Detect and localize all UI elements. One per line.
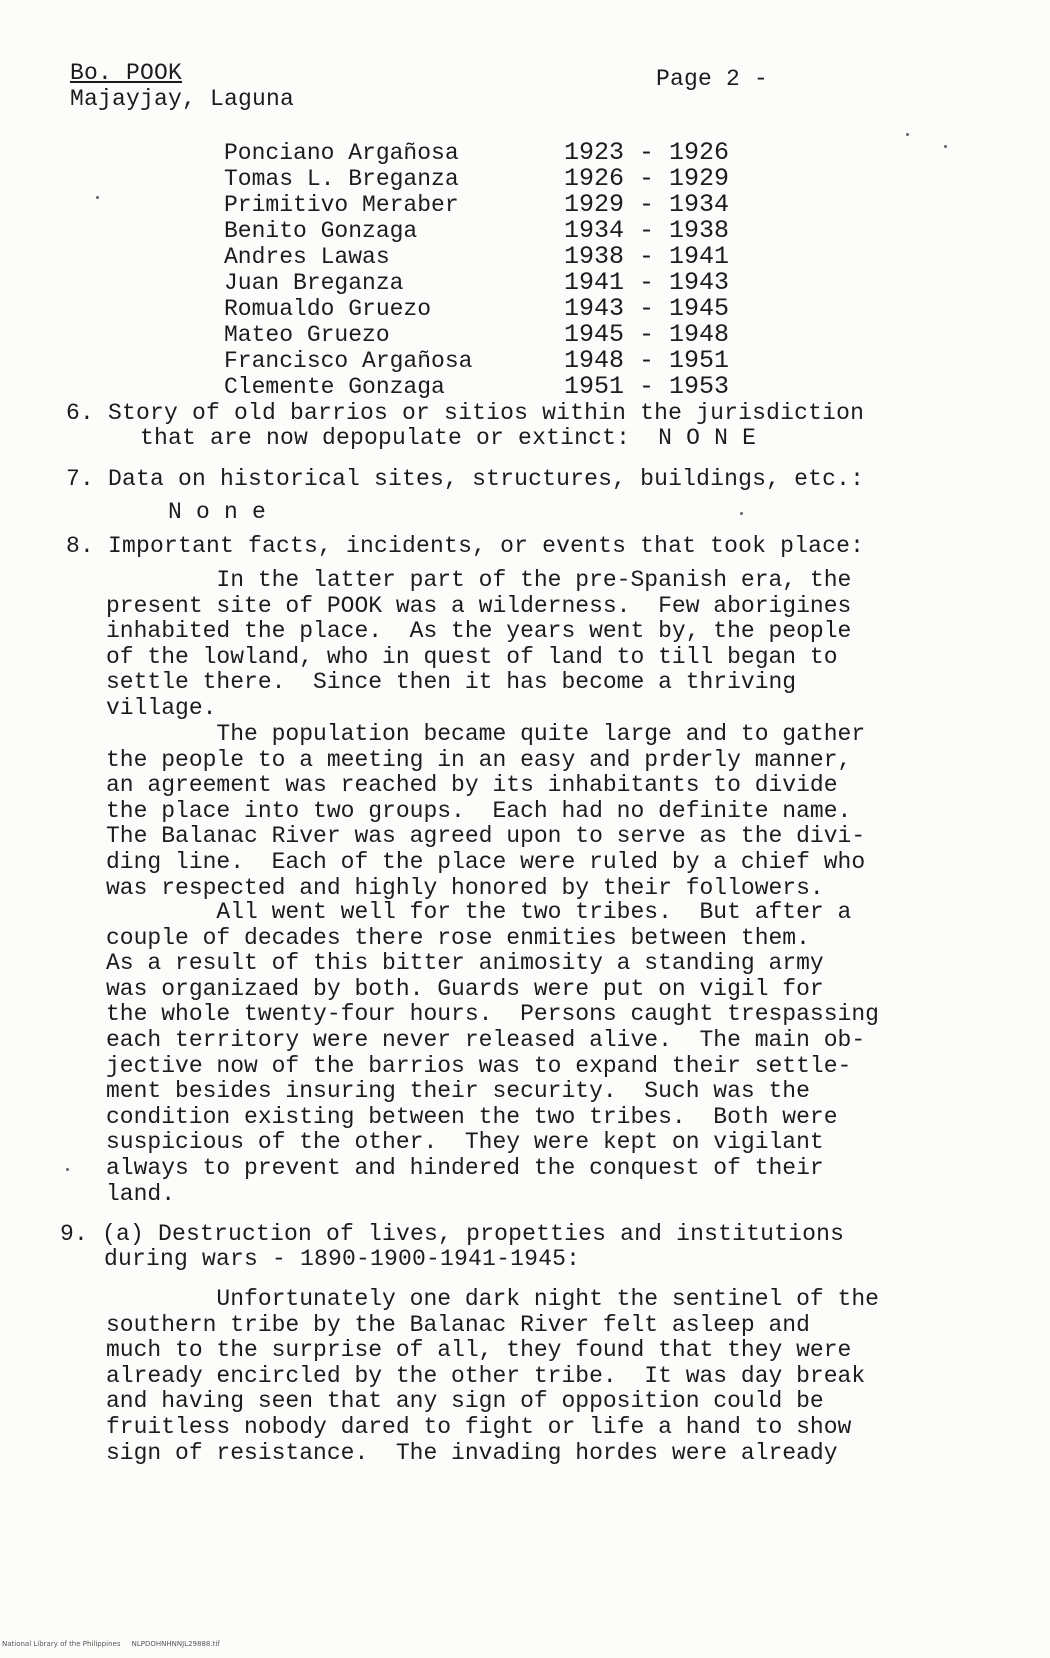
page-number: Page 2 -	[656, 66, 769, 92]
item-6-heading: 6. Story of old barrios or sitios within the jurisdiction	[66, 400, 865, 426]
official-name: Mateo Gruezo	[224, 322, 390, 348]
official-name: Clemente Gonzaga	[224, 374, 445, 400]
item-8-heading: 8. Important facts, incidents, or events that took place:	[66, 533, 865, 559]
official-years: 1929 - 1934	[564, 190, 730, 219]
scan-speck	[740, 512, 743, 515]
item-7-heading: 7. Data on historical sites, structures, buildings, etc.:	[66, 466, 865, 492]
official-name: Benito Gonzaga	[224, 218, 418, 244]
scan-footer: National Library of the Philippines NLPDOHNHNNJL29888.tif	[2, 1640, 220, 1648]
item-7-answer: N o n e	[168, 499, 267, 525]
official-years: 1948 - 1951	[564, 346, 730, 375]
scan-speck	[96, 196, 99, 199]
official-years: 1951 - 1953	[564, 372, 730, 401]
official-years: 1941 - 1943	[564, 268, 730, 297]
official-years: 1945 - 1948	[564, 320, 730, 349]
barrio-heading: Bo. POOK	[70, 60, 183, 86]
official-name: Andres Lawas	[224, 244, 390, 270]
scan-speck	[906, 133, 909, 136]
official-years: 1923 - 1926	[564, 138, 730, 167]
official-name: Ponciano Argañosa	[224, 140, 459, 166]
official-years: 1934 - 1938	[564, 216, 730, 245]
scan-speck	[944, 145, 947, 148]
official-years: 1943 - 1945	[564, 294, 730, 323]
paragraph-pre-spanish: In the latter part of the pre-Spanish era, the present site of POOK was a wilderness. Few aborigines inhabited the place. As the years went by, the people of the lowland, who in quest of land to till began to settle there. Since then it has become a thriving village.	[106, 567, 852, 721]
town-heading: Majayjay, Laguna	[70, 86, 295, 112]
official-years: 1926 - 1929	[564, 164, 730, 193]
official-years: 1938 - 1941	[564, 242, 730, 271]
paragraph-destruction: Unfortunately one dark night the sentinel of the southern tribe by the Balanac River felt asleep and much to the surprise of all, they found that they were already encircled by the other tribe. It was day break and having seen that any sign of opposition could be fruitless nobody dared to fight or life a hand to show sign of resistance. The invading hordes were already	[106, 1286, 879, 1466]
official-name: Juan Breganza	[224, 270, 404, 296]
official-name: Francisco Argañosa	[224, 348, 473, 374]
official-name: Romualdo Gruezo	[224, 296, 432, 322]
official-name: Primitivo Meraber	[224, 192, 459, 218]
paragraph-enmities: All went well for the two tribes. But after a couple of decades there rose enmities between them. As a result of this bitter animosity a standing army was organizaed by both. Guards were put on vigil for the whole twenty-four hours. Persons caught trespassing each territory were never released alive. The main ob- jective now of the barrios was to expand their settle- ment besides insuring their security. Such was the condition existing between the two tribes. Both were suspicious of the other. They were kept on vigilant always to prevent and hindered the conquest of their land.	[106, 899, 879, 1207]
item-9-heading: 9. (a) Destruction of lives, propetties and institutions	[60, 1221, 845, 1247]
paragraph-population: The population became quite large and to gather the people to a meeting in an easy and prderly manner, an agreement was reached by its inhabitants to divide the place into two groups. Each had no definite name. The Balanac River was agreed upon to serve as the divi- ding line. Each of the place were ruled by a chief who was respected and highly honored by their followers.	[106, 721, 866, 901]
official-name: Tomas L. Breganza	[224, 166, 459, 192]
item-6-heading-cont: that are now depopulate or extinct: N O N E	[140, 425, 757, 451]
item-9-heading-cont: during wars - 1890-1900-1941-1945:	[104, 1246, 581, 1272]
scan-speck	[66, 1168, 69, 1171]
